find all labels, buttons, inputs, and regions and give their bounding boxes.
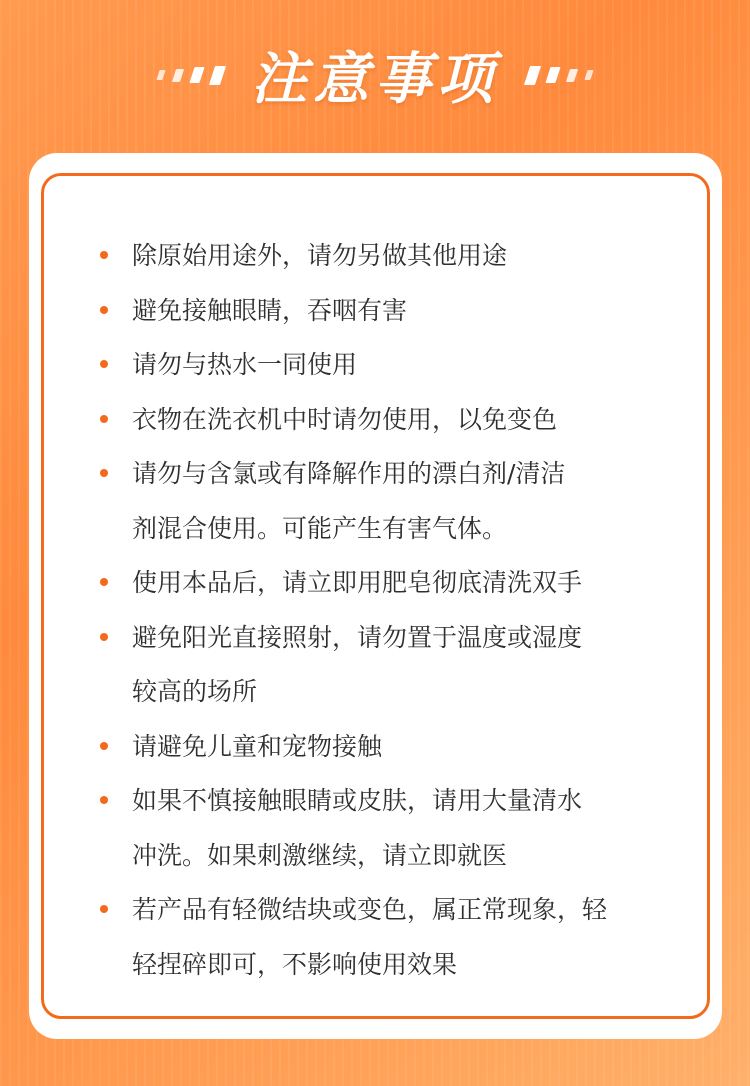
list-item-text: 请勿与含氯或有降解作用的漂白剂/清洁 剂混合使用。可能产生有害气体。 <box>132 459 566 543</box>
bullet-dot-icon <box>100 469 108 477</box>
list-item-text: 如果不慎接触眼睛或皮肤，请用大量清水 冲洗。如果刺激继续，请立即就医 <box>132 786 583 870</box>
bullet-dot-icon <box>100 306 108 314</box>
list-item <box>100 774 680 883</box>
list-item-text: 避免接触眼睛，吞咽有害 <box>132 295 408 325</box>
list-item <box>100 393 680 448</box>
decor-dash <box>545 67 560 83</box>
list-item-text: 请避免儿童和宠物接触 <box>132 731 383 761</box>
list-item-text: 请勿与热水一同使用 <box>132 350 358 379</box>
bullet-dot-icon <box>100 415 108 423</box>
bullet-dot-icon <box>100 360 108 368</box>
decor-dash <box>584 70 593 80</box>
bullet-dot-icon <box>100 905 108 913</box>
list-item <box>100 720 680 775</box>
title-decoration-right <box>527 66 592 85</box>
list-item-text: 若产品有轻微结块或变色，属正常现象，轻 轻捏碎即可，不影响使用效果 <box>132 895 608 979</box>
list-item <box>100 556 680 611</box>
bullet-dot-icon <box>100 796 108 804</box>
decor-dash <box>156 70 165 80</box>
list-item <box>100 611 680 720</box>
notice-list <box>100 229 680 992</box>
header <box>0 20 750 130</box>
list-item <box>100 447 680 556</box>
decor-dash <box>209 66 226 85</box>
bullet-dot-icon <box>100 251 108 259</box>
page-title: 注意事项 <box>251 47 499 112</box>
decor-dash <box>524 66 541 85</box>
list-item-text: 避免阳光直接照射，请勿置于温度或湿度 较高的场所 <box>132 622 583 706</box>
bullet-dot-icon <box>100 578 108 586</box>
list-item <box>100 338 680 393</box>
list-item <box>100 229 680 284</box>
notice-card-border <box>41 173 710 1019</box>
title-decoration-left <box>158 66 223 85</box>
notice-card <box>29 153 722 1039</box>
list-item-text: 使用本品后，请立即用肥皂彻底清洗双手 <box>132 568 583 597</box>
decor-dash <box>172 69 184 82</box>
decor-dash <box>566 69 578 82</box>
list-item <box>100 284 680 339</box>
list-item-text: 除原始用途外，请勿另做其他用途 <box>132 241 508 270</box>
list-item <box>100 883 680 992</box>
decor-dash <box>189 67 204 83</box>
list-item-text: 衣物在洗衣机中时请勿使用，以免变色 <box>132 404 558 434</box>
bullet-dot-icon <box>100 633 108 641</box>
bullet-dot-icon <box>100 742 108 750</box>
